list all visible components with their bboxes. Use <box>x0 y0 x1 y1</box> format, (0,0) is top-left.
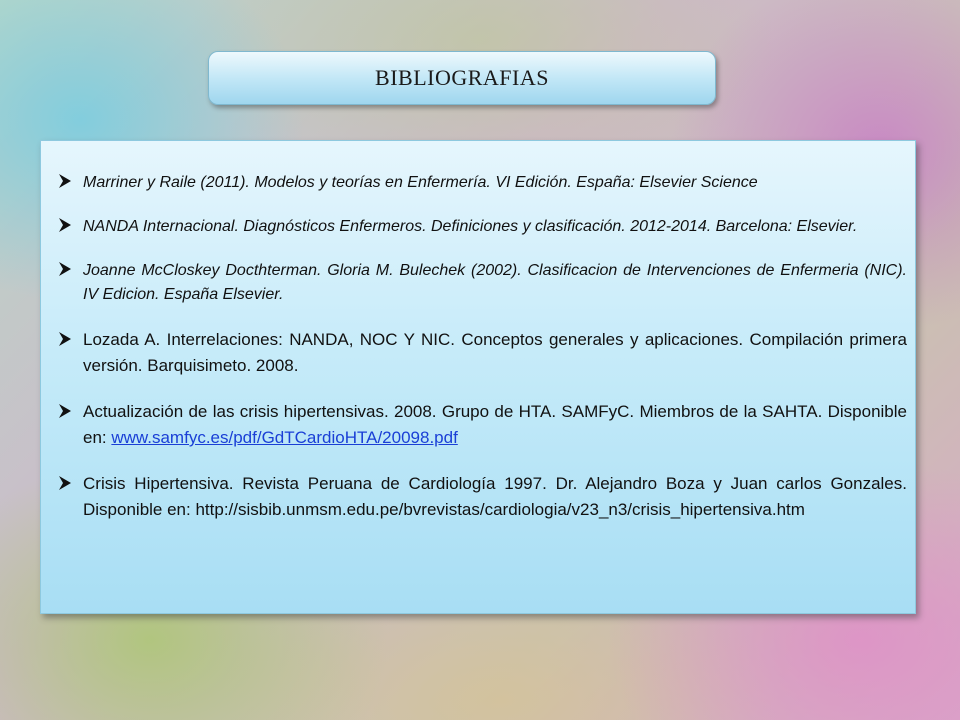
title-box <box>208 51 716 105</box>
reference-item <box>57 399 907 451</box>
reference-item <box>57 471 907 523</box>
arrow-bullet-icon <box>57 172 73 190</box>
arrow-bullet-icon <box>57 402 73 420</box>
reference-item <box>57 259 907 307</box>
arrow-bullet-icon <box>57 474 73 492</box>
reference-link[interactable]: www.samfyc.es/pdf/GdTCardioHTA/20098.pdf <box>111 428 458 447</box>
reference-text: NANDA Internacional. Diagnósticos Enfermeros. Definiciones y clasificación. 2012-2014. Barcelona: Elsevier. <box>83 218 858 235</box>
reference-item <box>57 327 907 379</box>
slide-title: BIBLIOGRAFIAS <box>375 65 549 90</box>
reference-text: Marriner y Raile (2011). Modelos y teorías en Enfermería. VI Edición. España: Elsevier Science <box>83 174 758 191</box>
reference-text <box>83 402 907 447</box>
arrow-bullet-icon <box>57 330 73 348</box>
arrow-bullet-icon <box>57 260 73 278</box>
bibliography-box <box>40 140 916 614</box>
reference-body: Actualización de las crisis hipertensivas. 2008. Grupo de HTA. SAMFyC. Miembros de la SAHTA. Disponible en: <box>83 402 907 447</box>
reference-item <box>57 171 907 195</box>
reference-text: Lozada A. Interrelaciones: NANDA, NOC Y NIC. Conceptos generales y aplicaciones. Compilación primera versión. Barquisimeto. 2008. <box>83 330 907 375</box>
reference-text: Crisis Hipertensiva. Revista Peruana de Cardiología 1997. Dr. Alejandro Boza y Juan carlos Gonzales. Disponible en: http://sisbib.unmsm.edu.pe/bvrevistas/cardiologia/v23_n3/crisis_hipertensiva.htm <box>83 474 907 519</box>
arrow-bullet-icon <box>57 216 73 234</box>
reference-item <box>57 215 907 239</box>
reference-text: Joanne McCloskey Docthterman. Gloria M. Bulechek (2002). Clasificacion de Intervenciones de Enfermeria (NIC). IV Edicion. España Elsevier. <box>83 262 907 303</box>
reference-list <box>57 171 907 523</box>
